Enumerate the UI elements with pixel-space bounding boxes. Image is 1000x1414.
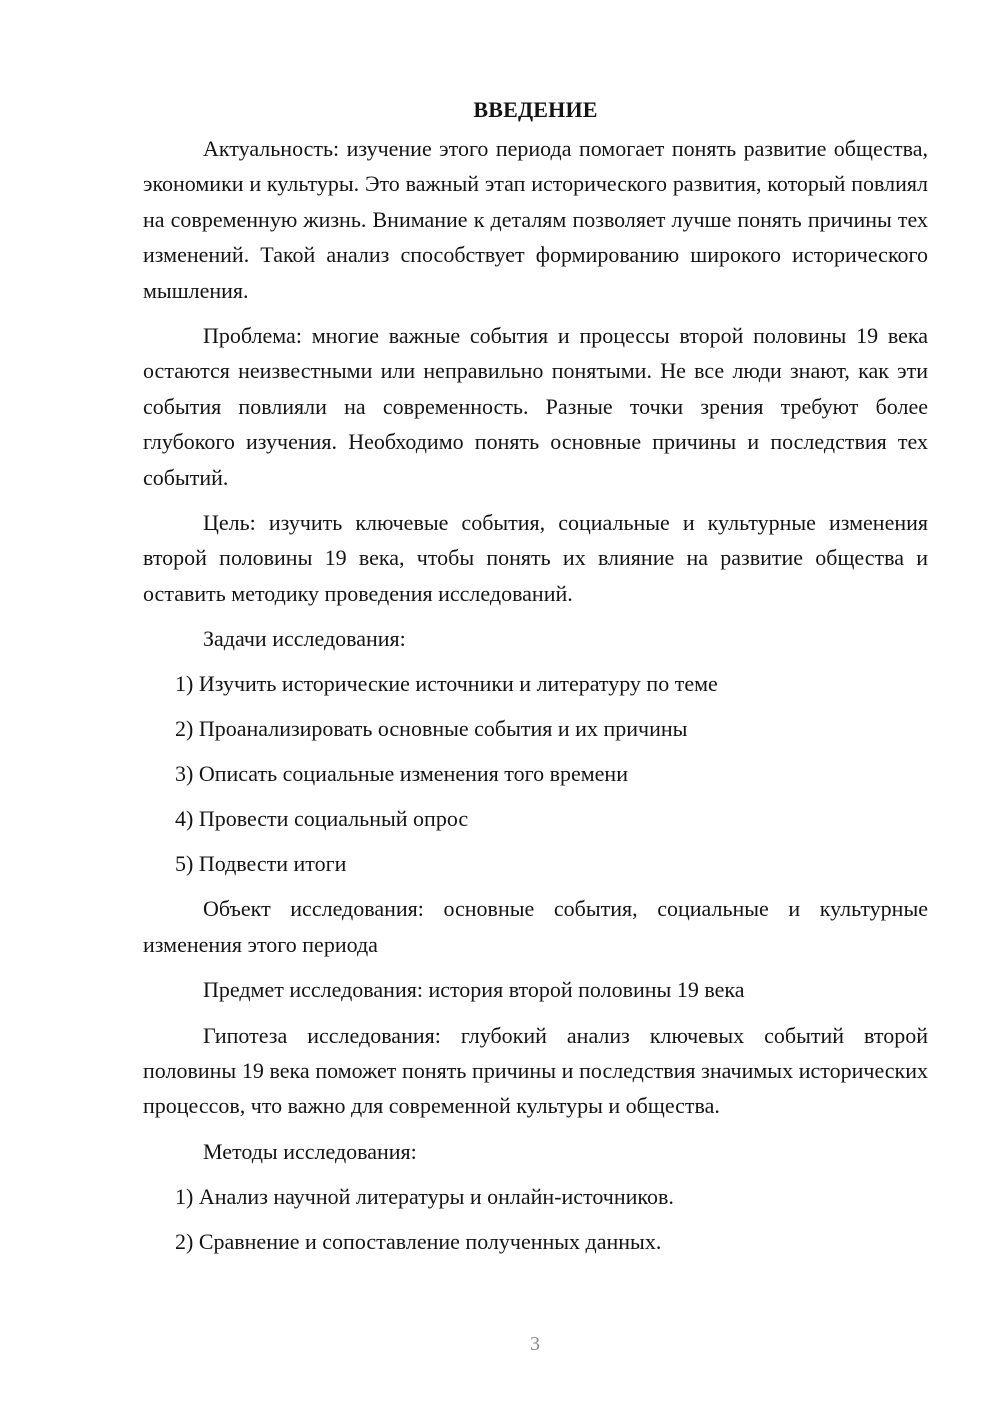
goal-paragraph: Цель: изучить ключевые события, социальные и культурные изменения второй половины 19 века, чтобы понять их влияние на развитие общества и оставить методику проведения исследований. <box>143 510 928 606</box>
subject-paragraph: Предмет исследования: история второй половины 19 века <box>203 977 745 1003</box>
list-item: 4) Провести социальный опрос <box>175 806 469 832</box>
methods-list <box>143 1179 928 1259</box>
tasks-heading: Задачи исследования: <box>203 626 406 652</box>
page-title: ВВЕДЕНИЕ <box>473 97 598 122</box>
list-item: 2) Проанализировать основные события и их причины <box>175 716 688 742</box>
list-item: 5) Подвести итоги <box>175 851 347 877</box>
list-item: 2) Сравнение и сопоставление полученных данных. <box>175 1228 662 1254</box>
document-page <box>143 92 928 1269</box>
tasks-list <box>143 666 928 881</box>
methods-heading: Методы исследования: <box>203 1138 417 1164</box>
problem-paragraph: Проблема: многие важные события и процессы второй половины 19 века остаются неизвестными или неправильно понятыми. Не все люди знают, как эти события повлияли на современность. Разные точки зрения требуют более глубокого изучения. Необходимо понять основные причины и последствия тех событий. <box>143 323 928 490</box>
page-number: 3 <box>530 1333 540 1355</box>
object-paragraph: Объект исследования: основные события, социальные и культурные изменения этого периода <box>143 896 928 957</box>
list-item: 1) Анализ научной литературы и онлайн-источников. <box>175 1183 674 1209</box>
list-item: 3) Описать социальные изменения того времени <box>175 761 628 787</box>
list-item: 1) Изучить исторические источники и литературу по теме <box>175 671 718 697</box>
relevance-paragraph: Актуальность: изучение этого периода помогает понять развитие общества, экономики и культуры. Это важный этап исторического развития, который повлиял на современную жизнь. Внимание к деталям позволяет лучше понять причины тех изменений. Такой анализ способствует формированию широкого исторического мышления. <box>143 136 928 303</box>
hypothesis-paragraph: Гипотеза исследования: глубокий анализ ключевых событий второй половины 19 века поможет понять причины и последствия значимых исторических процессов, что важно для современной культуры и общества. <box>143 1022 928 1119</box>
